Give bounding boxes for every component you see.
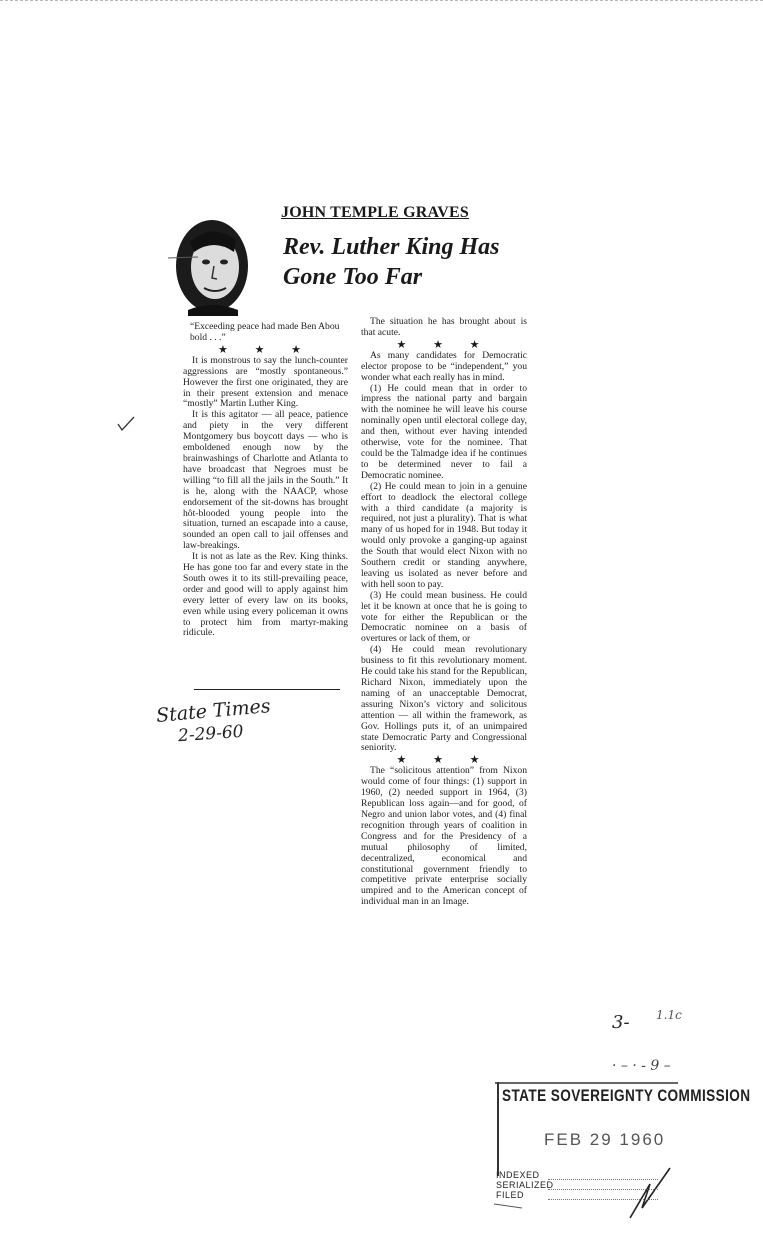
stamp-line — [548, 1179, 658, 1180]
check-mark-icon — [116, 414, 138, 434]
article-paragraph: It is not as late as the Rev. King thinks. He has gone too far and every state in the South owes it to its still-prevailing peace, order and good will to apply against him every letter of every law on its books, even while using every policeman it owns to protect him from martyr-making ridicule. — [183, 551, 348, 639]
article-paragraph: (3) He could mean business. He could let it be known at once that he is going to vote for either the Republican or the Democratic nominee on a basis of overtures or lack of them, or — [361, 589, 527, 645]
stamp-title: STATE SOVEREIGNTY COMMISSION — [502, 1086, 751, 1105]
section-stars: ★ ★ ★ — [217, 343, 314, 356]
article-paragraph: The situation he has brought about is that acute. — [361, 316, 527, 338]
top-dotted-border — [0, 0, 763, 1]
byline: JOHN TEMPLE GRAVES — [281, 204, 469, 221]
commission-stamp — [492, 1080, 751, 1220]
section-stars: ★ ★ ★ — [396, 338, 492, 351]
stamp-filed-label: FILED — [496, 1190, 525, 1200]
stamp-serialized-label: SERIALIZED — [496, 1180, 554, 1190]
article-paragraph: As many candidates for Democratic elector propose to be “independent,” you wonder what each really has in mind. — [361, 349, 527, 383]
columnist-portrait-icon — [168, 212, 256, 316]
article-paragraph: It is this agitator — all peace, patience and piety in the very different Montgomery bus boycott days — who is emboldened enough now by the brainwashings of Charlotte and Atlanta to have broadcast that Negroes must be willing “to fill all the jails in the South.” It is he, along with the NAACP, whose endorsement of the sit-downs has brought hôt-blooded young people into the situation, turned an escapade into a cause, sounded an open call to jail offenses and law-breakings. — [183, 409, 348, 552]
article-column-2 — [361, 317, 527, 908]
article-paragraph: (4) He could mean revolutionary business to fit this revolutionary moment. He could take his stand for the Republican, Richard Nixon, immediately upon the naming of an unacceptable Democrat, assuring Nixon’s victory and solicitous attention — all within the framework, as Gov. Hollings puts it, of an unimpaired state Democratic Party and Congressional seniority. — [361, 644, 527, 754]
handwritten-date: 2-29-60 — [177, 721, 245, 747]
section-stars: ★ ★ ★ — [396, 754, 492, 767]
article-column-1 — [183, 322, 348, 639]
article-paragraph: It is monstrous to say the lunch-counter aggressions are “mostly spontaneous.” However the first one originated, they are in their present extension and menace “mostly” Martin Luther King. — [183, 354, 348, 410]
stamp-line — [548, 1199, 658, 1200]
article-paragraph: (2) He could mean to join in a genuine effort to deadlock the electoral college with a third candidate (a majority is required, not just a plurality). That is what many of us hoped for in 1948. But today it would only provoke a ganging-up against the South that would elect Nixon with no Southern credit or standing anywhere, leaving us isolated as never before and with hell soon to pay. — [361, 480, 527, 590]
handwritten-source: State Times — [155, 695, 272, 727]
stamp-indexed-label: INDEXED — [496, 1170, 540, 1180]
stamp-line — [548, 1189, 658, 1190]
article-paragraph: (1) He could mean that in order to impress the national party and bargain with the nominee he will leave his course nominally open until electoral college day, and then, without ever having intended otherwise, vote for the nominee. That could be the Talmadge idea if he continues to be determined never to fail a Democratic nominee. — [361, 382, 527, 481]
article-paragraph: The “solicitous attention” from Nixon would come of four things: (1) support in 1960, (2) needed support in 1964, (3) Republican loss again—and for good, of Negro and union labor votes, and (4) final recognition through years of coalition in Congress and for the Presidency of a mutual philosophy of limited, decentralized, economical and constitutional government friendly to competitive private enterprise socially umpired and to the American concept of individual man in an Image. — [361, 765, 527, 908]
headline: Rev. Luther King Has Gone Too Far — [283, 234, 500, 290]
stamp-date: FEB 29 1960 — [544, 1130, 666, 1149]
handwritten-note: 3- — [612, 1012, 630, 1033]
epigraph-quote: “Exceeding peace had made Ben Abou bold . . .” — [190, 321, 340, 343]
handwritten-note: · – · - 9 – — [612, 1058, 671, 1074]
column-end-rule — [194, 689, 340, 690]
handwritten-note: 1.1c — [656, 1008, 682, 1022]
